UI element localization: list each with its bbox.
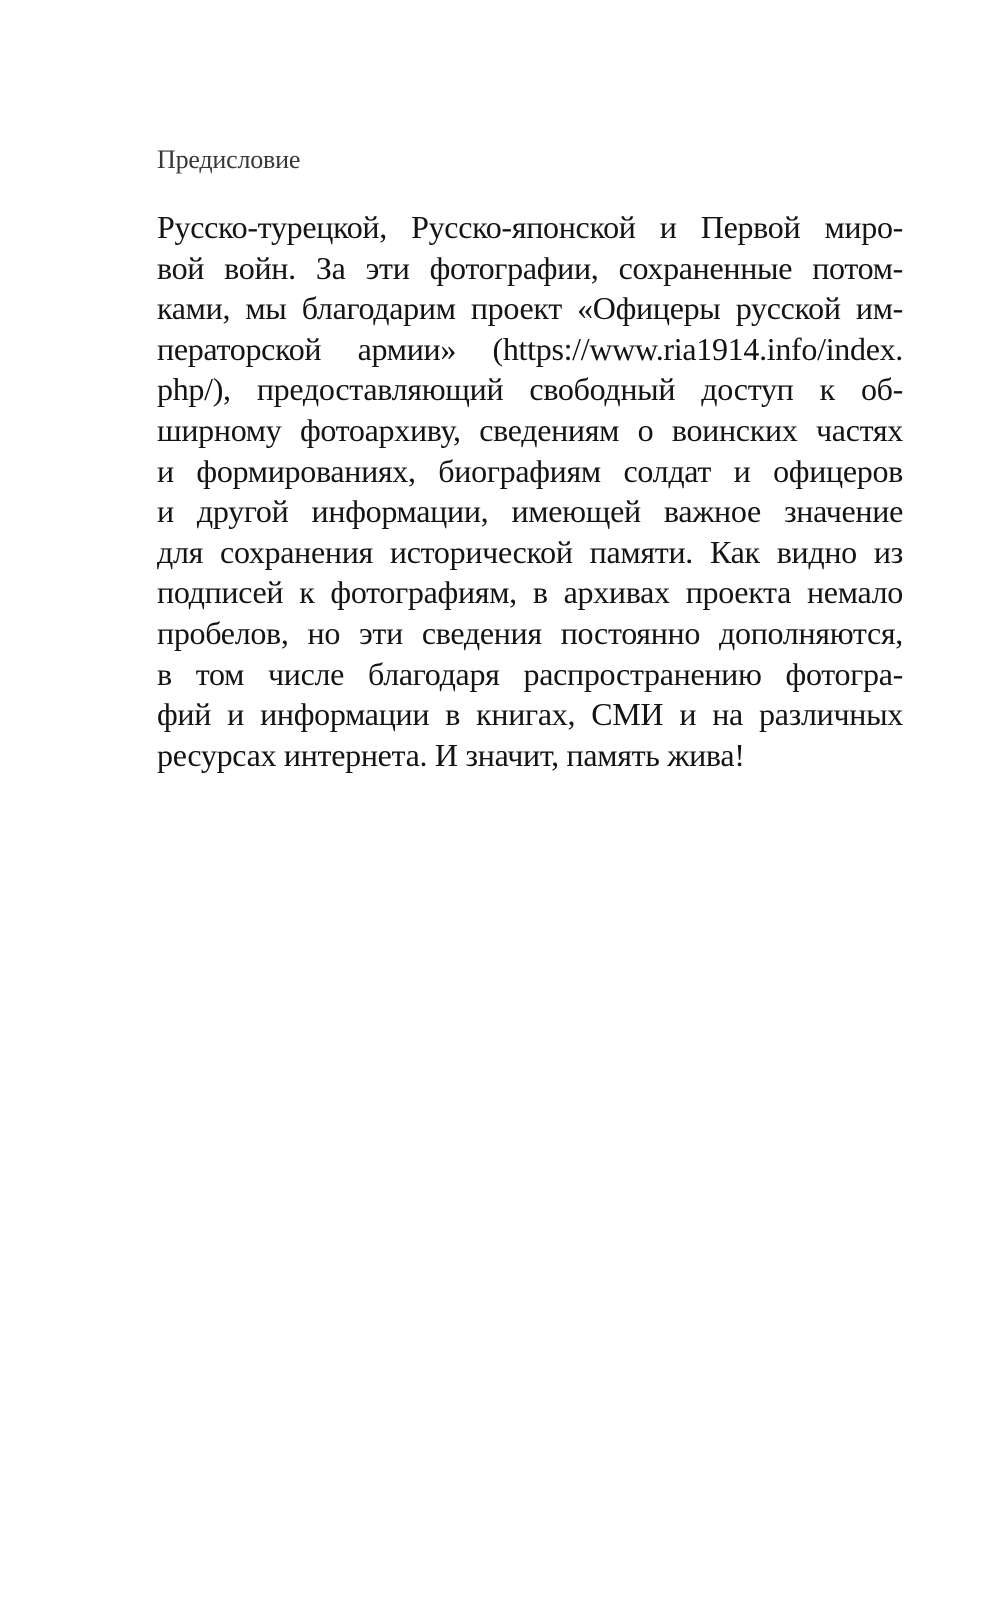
body-paragraph (157, 207, 903, 775)
paragraph-line: php/), предоставляющий свободный доступ к об- (157, 371, 903, 408)
paragraph-line: для сохранения исторической памяти. Как видно из (157, 533, 903, 570)
paragraph-line: пробелов, но эти сведения постоянно дополняются, (157, 614, 903, 651)
paragraph-line: вой войн. За эти фотографии, сохраненные потом- (157, 249, 903, 286)
paragraph-line: и другой информации, имеющей важное значение (157, 493, 903, 530)
paragraph-line: ресурсах интернета. И значит, память жива! (157, 736, 745, 773)
paragraph-line: ператорской армии» (https://www.ria1914.info/index. (157, 330, 903, 367)
paragraph-line: ками, мы благодарим проект «Офицеры русской им- (157, 290, 903, 327)
paragraph-line: в том числе благодаря распространению фотогра- (157, 655, 903, 692)
paragraph-line: ширному фотоархиву, сведениям о воинских частях (157, 411, 903, 448)
page-header: Предисловие (157, 145, 301, 174)
paragraph-line: Русско-турецкой, Русско-японской и Первой миро- (157, 209, 903, 245)
paragraph-line: подписей к фотографиям, в архивах проекта немало (157, 574, 903, 611)
paragraph-line: фий и информации в книгах, СМИ и на различных (157, 696, 903, 733)
paragraph-line: и формированиях, биографиям солдат и офицеров (157, 452, 903, 489)
